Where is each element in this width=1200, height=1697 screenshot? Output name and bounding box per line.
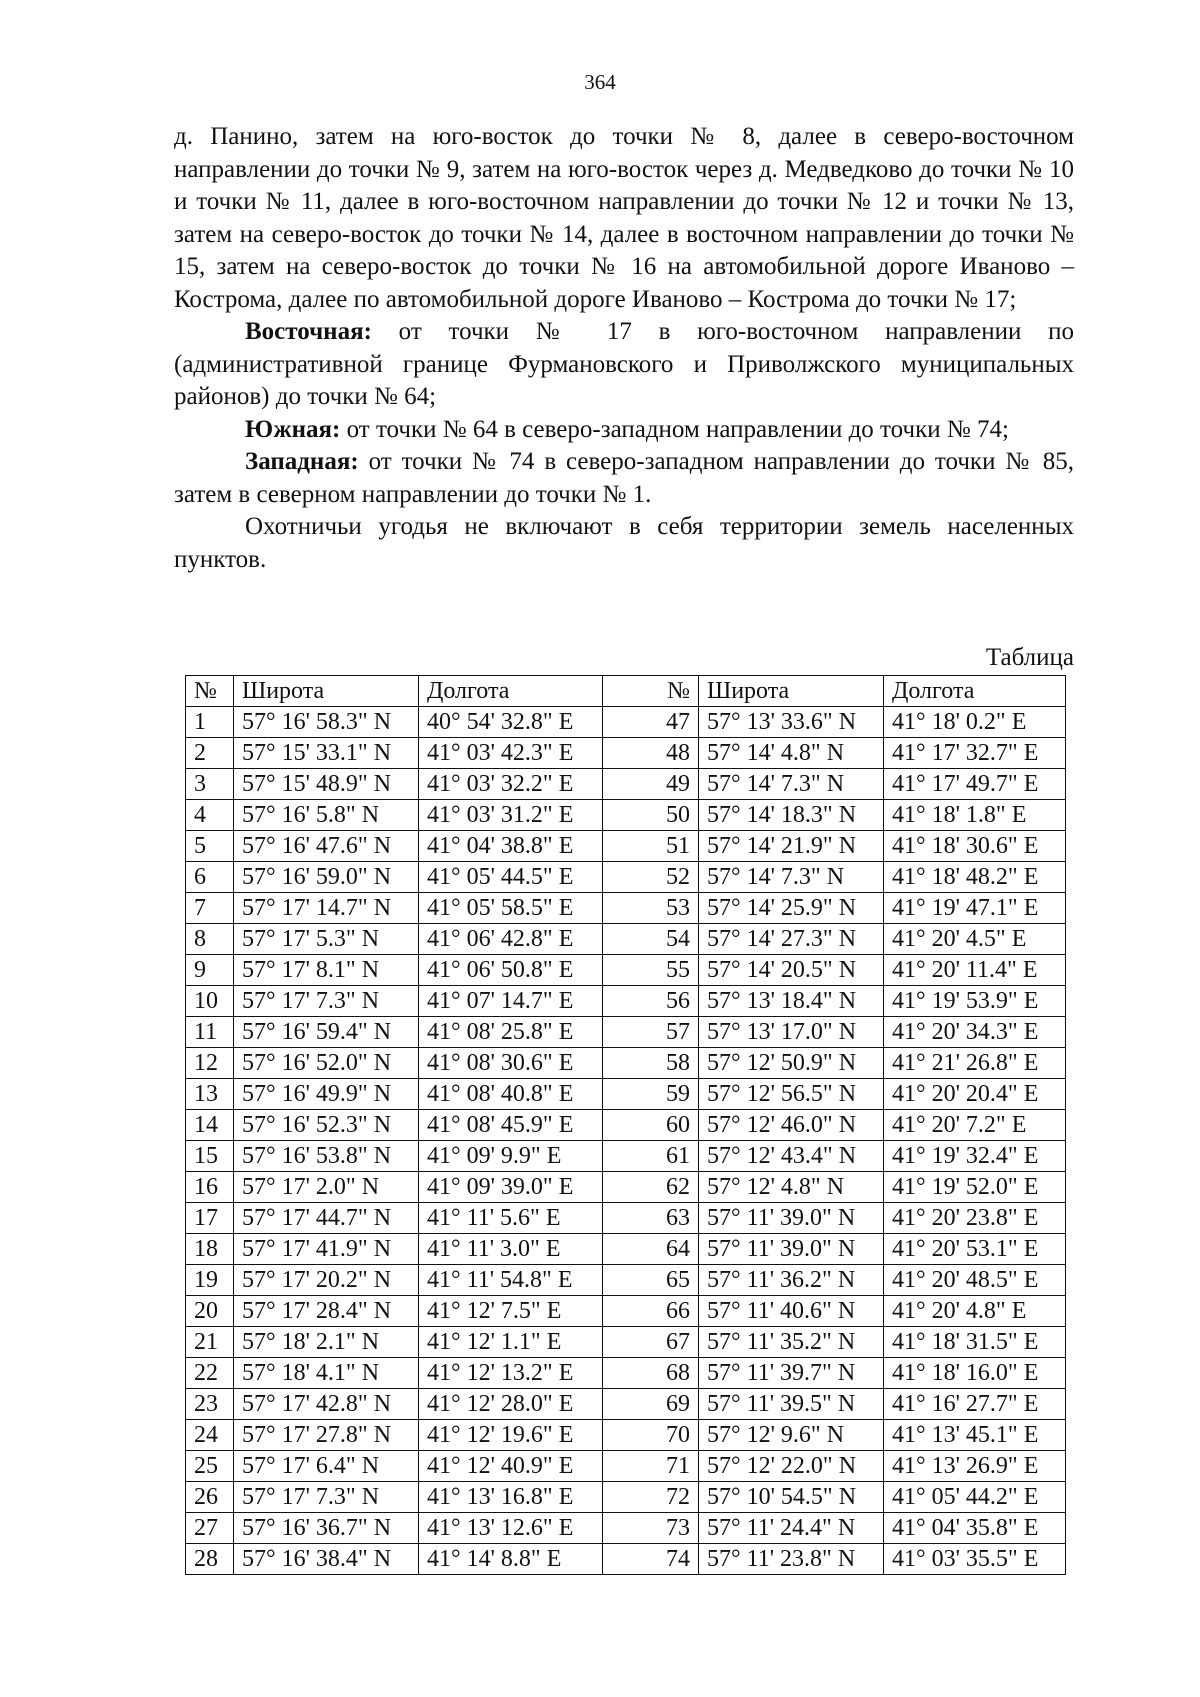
cell-longitude-right: 41° 20' 4.5" E [884,924,1066,955]
cell-latitude-left: 57° 17' 42.8" N [234,1389,419,1420]
cell-longitude-left: 41° 12' 19.6" E [419,1420,603,1451]
cell-number-left: 25 [186,1451,234,1482]
table-row [186,1451,1066,1482]
table-row [186,924,1066,955]
cell-latitude-left: 57° 15' 33.1" N [234,738,419,769]
cell-number-left: 22 [186,1358,234,1389]
cell-number-right: 66 [603,1296,699,1327]
cell-longitude-right: 41° 18' 30.6" E [884,831,1066,862]
cell-longitude-left: 41° 08' 40.8" E [419,1079,603,1110]
cell-longitude-right: 41° 18' 1.8" E [884,800,1066,831]
cell-number-right: 47 [603,707,699,738]
cell-number-right: 70 [603,1420,699,1451]
header-latitude-right: Широта [699,676,884,707]
coordinates-table [185,675,1066,1575]
cell-longitude-right: 41° 05' 44.2" E [884,1482,1066,1513]
cell-latitude-right: 57° 11' 35.2" N [699,1327,884,1358]
cell-latitude-right: 57° 14' 20.5" N [699,955,884,986]
cell-number-right: 57 [603,1017,699,1048]
cell-number-left: 5 [186,831,234,862]
cell-longitude-left: 41° 06' 42.8" E [419,924,603,955]
east-boundary-label: Восточная: [245,318,372,345]
cell-latitude-left: 57° 16' 58.3" N [234,707,419,738]
cell-longitude-right: 41° 18' 31.5" E [884,1327,1066,1358]
cell-latitude-left: 57° 17' 2.0" N [234,1172,419,1203]
table-row [186,831,1066,862]
cell-longitude-left: 41° 03' 42.3" E [419,738,603,769]
table-row [186,1513,1066,1544]
cell-latitude-left: 57° 16' 38.4" N [234,1544,419,1575]
cell-number-right: 64 [603,1234,699,1265]
cell-latitude-right: 57° 14' 18.3" N [699,800,884,831]
cell-number-right: 73 [603,1513,699,1544]
cell-number-left: 8 [186,924,234,955]
cell-latitude-left: 57° 17' 8.1" N [234,955,419,986]
east-boundary-text: от точки № 17 в юго-восточном направлении по (административной границе Фурмановского и Приволжского муниципальных районов) до точки № 64; [174,318,1074,410]
cell-longitude-right: 41° 17' 49.7" E [884,769,1066,800]
cell-longitude-left: 41° 12' 28.0" E [419,1389,603,1420]
header-number-right: № [603,676,699,707]
cell-longitude-left: 41° 03' 32.2" E [419,769,603,800]
cell-number-left: 11 [186,1017,234,1048]
cell-longitude-right: 41° 20' 11.4" E [884,955,1066,986]
cell-longitude-right: 41° 20' 7.2" E [884,1110,1066,1141]
cell-number-right: 56 [603,986,699,1017]
cell-latitude-right: 57° 12' 22.0" N [699,1451,884,1482]
cell-longitude-right: 41° 03' 35.5" E [884,1544,1066,1575]
cell-latitude-left: 57° 17' 14.7" N [234,893,419,924]
cell-latitude-right: 57° 14' 7.3" N [699,769,884,800]
cell-latitude-left: 57° 18' 4.1" N [234,1358,419,1389]
table-row [186,1296,1066,1327]
cell-number-right: 72 [603,1482,699,1513]
cell-latitude-left: 57° 16' 59.0" N [234,862,419,893]
cell-latitude-right: 57° 12' 9.6" N [699,1420,884,1451]
paragraph-east-boundary [174,316,1074,414]
header-number-left: № [186,676,234,707]
cell-longitude-right: 41° 19' 52.0" E [884,1172,1066,1203]
cell-latitude-right: 57° 10' 54.5" N [699,1482,884,1513]
cell-longitude-left: 41° 08' 30.6" E [419,1048,603,1079]
cell-latitude-right: 57° 13' 17.0" N [699,1017,884,1048]
cell-latitude-left: 57° 16' 52.0" N [234,1048,419,1079]
cell-latitude-right: 57° 12' 46.0" N [699,1110,884,1141]
cell-longitude-right: 41° 19' 47.1" E [884,893,1066,924]
cell-longitude-right: 41° 13' 26.9" E [884,1451,1066,1482]
paragraph-west-boundary [174,446,1074,511]
cell-longitude-right: 41° 18' 48.2" E [884,862,1066,893]
cell-latitude-left: 57° 17' 7.3" N [234,1482,419,1513]
cell-latitude-left: 57° 16' 49.9" N [234,1079,419,1110]
table-row [186,1544,1066,1575]
cell-latitude-right: 57° 11' 39.7" N [699,1358,884,1389]
cell-longitude-left: 41° 11' 3.0" E [419,1234,603,1265]
table-row [186,955,1066,986]
table-row [186,1234,1066,1265]
cell-longitude-right: 41° 20' 20.4" E [884,1079,1066,1110]
table-row [186,893,1066,924]
cell-longitude-left: 41° 04' 38.8" E [419,831,603,862]
table-row [186,862,1066,893]
cell-longitude-left: 41° 09' 39.0" E [419,1172,603,1203]
cell-number-left: 12 [186,1048,234,1079]
cell-longitude-left: 41° 07' 14.7" E [419,986,603,1017]
cell-longitude-right: 41° 21' 26.8" E [884,1048,1066,1079]
cell-latitude-left: 57° 17' 7.3" N [234,986,419,1017]
table-row [186,986,1066,1017]
cell-number-right: 49 [603,769,699,800]
cell-latitude-right: 57° 11' 39.0" N [699,1203,884,1234]
cell-longitude-left: 41° 05' 44.5" E [419,862,603,893]
cell-longitude-right: 41° 17' 32.7" E [884,738,1066,769]
table-row [186,1172,1066,1203]
cell-latitude-right: 57° 11' 39.0" N [699,1234,884,1265]
cell-number-right: 54 [603,924,699,955]
cell-number-left: 26 [186,1482,234,1513]
cell-latitude-right: 57° 12' 4.8" N [699,1172,884,1203]
cell-number-left: 18 [186,1234,234,1265]
cell-number-right: 68 [603,1358,699,1389]
cell-number-right: 69 [603,1389,699,1420]
cell-number-right: 60 [603,1110,699,1141]
table-row [186,1327,1066,1358]
cell-latitude-right: 57° 13' 33.6" N [699,707,884,738]
cell-number-right: 65 [603,1265,699,1296]
cell-latitude-right: 57° 14' 25.9" N [699,893,884,924]
cell-number-right: 48 [603,738,699,769]
cell-longitude-left: 41° 09' 9.9" E [419,1141,603,1172]
cell-latitude-left: 57° 16' 59.4" N [234,1017,419,1048]
table-row [186,1358,1066,1389]
cell-longitude-right: 41° 16' 27.7" E [884,1389,1066,1420]
header-latitude-left: Широта [234,676,419,707]
cell-latitude-right: 57° 12' 43.4" N [699,1141,884,1172]
cell-number-left: 16 [186,1172,234,1203]
cell-number-right: 74 [603,1544,699,1575]
cell-longitude-left: 41° 13' 12.6" E [419,1513,603,1544]
cell-longitude-right: 41° 04' 35.8" E [884,1513,1066,1544]
cell-latitude-right: 57° 11' 36.2" N [699,1265,884,1296]
cell-number-left: 10 [186,986,234,1017]
cell-longitude-left: 41° 13' 16.8" E [419,1482,603,1513]
table-row [186,1048,1066,1079]
cell-latitude-right: 57° 13' 18.4" N [699,986,884,1017]
table-header-row [186,676,1066,707]
cell-number-left: 20 [186,1296,234,1327]
table-row [186,738,1066,769]
table-row [186,1265,1066,1296]
cell-longitude-left: 41° 08' 45.9" E [419,1110,603,1141]
cell-number-right: 71 [603,1451,699,1482]
table-row [186,1420,1066,1451]
cell-number-left: 21 [186,1327,234,1358]
cell-number-right: 63 [603,1203,699,1234]
south-boundary-label: Южная: [245,415,341,443]
header-longitude-right: Долгота [884,676,1066,707]
cell-longitude-right: 41° 19' 53.9" E [884,986,1066,1017]
paragraph-north-boundary: д. Панино, затем на юго-восток до точки № 8, далее в северо-восточном направлении до точки № 9, затем на юго-восток через д. Медведково до точки № 10 и точки № 11, далее в юго-восточном направлении до точки № 12 и точки № 13, затем на северо-восток до точки № 14, далее в восточном направлении до точки № 15, затем на северо-восток до точки № 16 на автомобильной дороге Иваново – Кострома, далее по автомобильной дороге Иваново – Кострома до точки № 17; [174,123,1074,313]
cell-number-left: 9 [186,955,234,986]
cell-latitude-left: 57° 17' 41.9" N [234,1234,419,1265]
cell-number-right: 53 [603,893,699,924]
cell-number-left: 7 [186,893,234,924]
table-row [186,1141,1066,1172]
cell-longitude-left: 41° 11' 5.6" E [419,1203,603,1234]
cell-longitude-right: 41° 20' 4.8" E [884,1296,1066,1327]
cell-longitude-left: 41° 12' 7.5" E [419,1296,603,1327]
cell-number-left: 14 [186,1110,234,1141]
cell-latitude-left: 57° 15' 48.9" N [234,769,419,800]
cell-longitude-right: 41° 20' 48.5" E [884,1265,1066,1296]
cell-number-left: 27 [186,1513,234,1544]
document-body [174,121,1074,576]
cell-longitude-right: 41° 13' 45.1" E [884,1420,1066,1451]
table-row [186,800,1066,831]
cell-longitude-right: 41° 19' 32.4" E [884,1141,1066,1172]
page-number: 364 [584,70,616,94]
cell-number-right: 61 [603,1141,699,1172]
cell-number-left: 19 [186,1265,234,1296]
cell-latitude-left: 57° 16' 5.8" N [234,800,419,831]
cell-latitude-left: 57° 16' 47.6" N [234,831,419,862]
cell-longitude-right: 41° 20' 34.3" E [884,1017,1066,1048]
cell-longitude-left: 41° 12' 40.9" E [419,1451,603,1482]
cell-number-right: 58 [603,1048,699,1079]
cell-latitude-left: 57° 17' 20.2" N [234,1265,419,1296]
cell-number-left: 13 [186,1079,234,1110]
header-longitude-left: Долгота [419,676,603,707]
cell-longitude-left: 40° 54' 32.8" E [419,707,603,738]
cell-latitude-left: 57° 18' 2.1" N [234,1327,419,1358]
cell-number-left: 4 [186,800,234,831]
cell-number-right: 50 [603,800,699,831]
cell-number-right: 62 [603,1172,699,1203]
cell-number-left: 1 [186,707,234,738]
table-row [186,707,1066,738]
cell-latitude-left: 57° 16' 52.3" N [234,1110,419,1141]
cell-latitude-right: 57° 12' 50.9" N [699,1048,884,1079]
cell-latitude-right: 57° 11' 39.5" N [699,1389,884,1420]
cell-number-left: 17 [186,1203,234,1234]
cell-longitude-left: 41° 12' 1.1" E [419,1327,603,1358]
cell-number-left: 15 [186,1141,234,1172]
cell-latitude-left: 57° 17' 27.8" N [234,1420,419,1451]
cell-latitude-right: 57° 14' 4.8" N [699,738,884,769]
cell-number-left: 24 [186,1420,234,1451]
table-row [186,1203,1066,1234]
cell-latitude-left: 57° 17' 5.3" N [234,924,419,955]
table-row [186,1482,1066,1513]
cell-latitude-right: 57° 11' 24.4" N [699,1513,884,1544]
cell-latitude-right: 57° 11' 40.6" N [699,1296,884,1327]
cell-number-right: 51 [603,831,699,862]
cell-longitude-left: 41° 12' 13.2" E [419,1358,603,1389]
table-row [186,1079,1066,1110]
table-body [186,707,1066,1575]
cell-number-left: 6 [186,862,234,893]
table-caption: Таблица [985,644,1074,671]
cell-longitude-left: 41° 11' 54.8" E [419,1265,603,1296]
cell-longitude-left: 41° 06' 50.8" E [419,955,603,986]
cell-latitude-right: 57° 11' 23.8" N [699,1544,884,1575]
cell-latitude-left: 57° 16' 36.7" N [234,1513,419,1544]
table-row [186,1110,1066,1141]
cell-longitude-left: 41° 14' 8.8" E [419,1544,603,1575]
cell-latitude-left: 57° 17' 6.4" N [234,1451,419,1482]
paragraph-south-boundary [174,414,1074,447]
table-row [186,769,1066,800]
cell-longitude-right: 41° 18' 16.0" E [884,1358,1066,1389]
table-row [186,1389,1066,1420]
cell-number-right: 52 [603,862,699,893]
cell-longitude-right: 41° 20' 23.8" E [884,1203,1066,1234]
cell-number-left: 23 [186,1389,234,1420]
cell-number-right: 59 [603,1079,699,1110]
cell-longitude-left: 41° 05' 58.5" E [419,893,603,924]
paragraph-hunting-lands: Охотничьи угодья не включают в себя территории земель населенных пунктов. [174,513,1074,573]
cell-number-right: 67 [603,1327,699,1358]
cell-latitude-left: 57° 17' 44.7" N [234,1203,419,1234]
cell-longitude-right: 41° 20' 53.1" E [884,1234,1066,1265]
cell-latitude-right: 57° 14' 7.3" N [699,862,884,893]
cell-longitude-left: 41° 08' 25.8" E [419,1017,603,1048]
cell-number-left: 2 [186,738,234,769]
cell-number-right: 55 [603,955,699,986]
cell-latitude-right: 57° 12' 56.5" N [699,1079,884,1110]
west-boundary-label: Западная: [245,448,359,475]
cell-number-left: 28 [186,1544,234,1575]
west-boundary-text: от точки № 74 в северо-западном направлении до точки № 85, затем в северном направлении до точки № 1. [174,448,1074,508]
south-boundary-text: от точки № 64 в северо-западном направлении до точки № 74; [340,415,1009,443]
cell-number-left: 3 [186,769,234,800]
cell-longitude-left: 41° 03' 31.2" E [419,800,603,831]
cell-latitude-left: 57° 16' 53.8" N [234,1141,419,1172]
cell-latitude-left: 57° 17' 28.4" N [234,1296,419,1327]
cell-latitude-right: 57° 14' 27.3" N [699,924,884,955]
cell-longitude-right: 41° 18' 0.2" E [884,707,1066,738]
table-row [186,1017,1066,1048]
cell-latitude-right: 57° 14' 21.9" N [699,831,884,862]
